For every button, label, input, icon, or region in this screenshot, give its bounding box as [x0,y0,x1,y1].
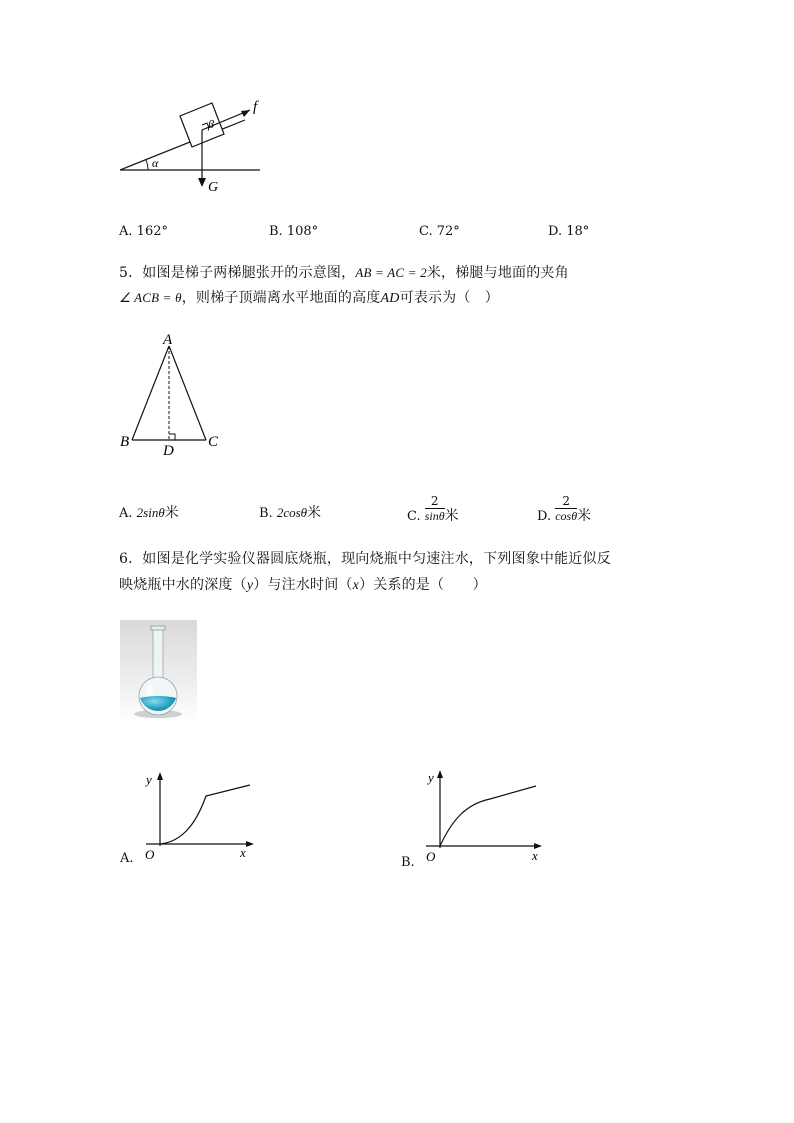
q6-text-2: ）与注水时间（ [253,577,353,593]
fraction-denominator: cosθ [555,509,578,523]
ladder-triangle-figure [112,330,232,460]
y-axis-arrow [437,770,443,778]
option-math: 2cosθ [276,505,308,520]
q5-option-b[interactable] [259,502,321,522]
y-axis-arrow [157,772,163,780]
option-letter: C. [407,509,421,524]
q4-option-c[interactable] [419,224,460,239]
incline-figure [110,92,280,197]
q4-option-b[interactable] [269,224,318,239]
option-letter: A. [119,224,133,239]
q5-math-2: ∠ ACB = θ [119,290,182,305]
graph-option-b[interactable] [424,768,548,866]
option-letter: C. [419,224,433,239]
option-letter: D. [548,224,563,239]
right-angle-mark [169,434,175,440]
label-d: D [163,443,174,459]
label-a: A [163,332,173,348]
q6-line2 [119,574,487,594]
fraction-numerator: 2 [425,494,445,509]
option-text: 18° [566,224,590,239]
option-letter: B. [269,224,283,239]
q5-line1 [119,262,569,282]
q5-line2 [119,287,499,307]
option-fraction [555,494,577,523]
label-alpha: α [152,156,159,170]
side-ab [132,346,169,440]
label-b: B [120,434,130,450]
option-letter: B. [259,506,273,521]
q6-var-x: x [352,578,360,593]
flask-neck [153,628,163,680]
axis-label-x: x [240,845,246,860]
q5-text-2: 米，梯腿与地面的夹角 [426,265,569,281]
origin-label: O [426,849,436,864]
q6-text-3: ）关系的是（ ） [359,577,487,593]
origin-label: O [145,847,155,862]
x-axis-arrow [246,841,254,847]
fraction-denominator: sinθ [424,509,445,523]
flask-highlight [147,684,153,696]
curve [160,785,250,844]
label-beta: β [208,117,214,131]
label-c: C [208,434,219,450]
force-g-arrowhead [198,178,206,187]
q5-option-c[interactable] [407,494,459,525]
option-text: 108° [286,224,319,239]
fraction-numerator: 2 [555,494,577,509]
flask-lip [151,626,165,630]
axis-label-y: y [146,772,152,787]
q5-text-4: 可表示为（ ） [399,290,499,306]
q5-text-3: ，则梯子顶端离水平地面的高度 [181,290,381,306]
q4-option-d[interactable] [548,224,589,239]
axis-label-x: x [532,848,538,863]
label-f: f [253,99,258,115]
q5-option-d[interactable] [537,494,591,525]
option-text: 162° [136,224,168,239]
q5-math-3: AD [380,291,400,306]
option-unit: 米 [577,508,592,524]
option-math: 2sinθ [136,505,165,520]
force-f-arrowhead [241,110,250,117]
q6-var-y: y [246,578,254,593]
axis-label-y: y [428,770,434,785]
q6-line1: 6．如图是化学实验仪器圆底烧瓶，现向烧瓶中匀速注水，下列图象中能近似反 [119,551,611,567]
graph-option-a[interactable] [140,772,258,864]
option-letter: D. [537,509,552,524]
graph-b-letter: B. [401,855,415,870]
option-letter: A. [119,506,133,521]
q5-math-1: AB = AC = 2 [355,265,427,280]
q4-option-a[interactable] [119,224,168,239]
option-fraction [425,494,445,523]
q5-option-a[interactable] [119,502,179,522]
q5-text-1: 5．如图是梯子两梯腿张开的示意图， [119,265,356,281]
label-g: G [208,180,219,195]
option-unit: 米 [444,508,459,524]
option-unit: 米 [307,505,322,521]
q6-text-1: 映烧瓶中水的深度（ [119,577,247,593]
incline-slope [120,120,245,170]
option-text: 72° [436,224,460,239]
curve [440,786,536,846]
round-bottom-flask-image [120,620,197,723]
angle-alpha-arc [146,160,148,170]
graph-a-letter: A. [120,851,134,866]
side-ac [169,346,206,440]
option-unit: 米 [164,505,179,521]
